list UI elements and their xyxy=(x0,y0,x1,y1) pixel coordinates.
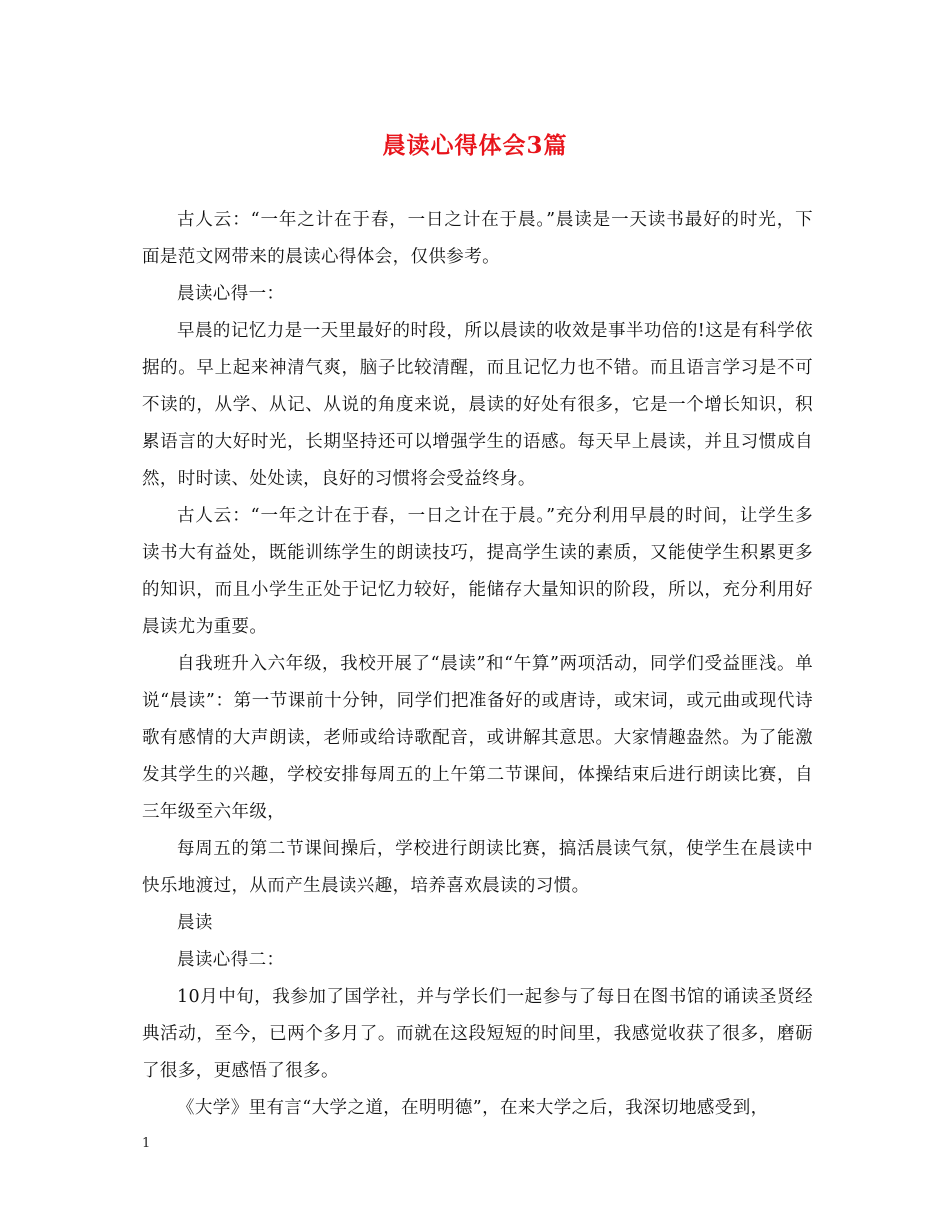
paragraph-class-activities: 自我班升入六年级，我校开展了“晨读”和“午算”两项活动，同学们受益匪浅。单说“晨读”：第一节课前十分钟，同学们把准备好的或唐诗，或宋词，或元曲或现代诗歌有感情的大声朗读，老师或给诗歌配音，或讲解其意思。大家情趣盎然。为了能激发其学生的兴趣，学校安排每周五的上午第二节课间，体操结束后进行朗读比赛，自三年级至六年级， xyxy=(142,654,813,822)
paragraph-daxue-quote: 《大学》里有言“大学之道，在明明德”，在来大学之后，我深切地感受到， xyxy=(177,1098,769,1118)
document-body xyxy=(142,202,813,1127)
paragraph-ancient-saying: 古人云：“一年之计在于春，一日之计在于晨。”充分利用早晨的时间，让学生多读书大有益处，既能训练学生的朗读技巧，提高学生读的素质，又能使学生积累更多的知识，而且小学生正处于记忆力较好，能储存大量知识的阶段，所以，充分利用好晨读尤为重要。 xyxy=(142,506,813,637)
paragraph-morning-memory: 早晨的记忆力是一天里最好的时段，所以晨读的收效是事半功倍的!这是有科学依据的。早上起来神清气爽，脑子比较清醒，而且记忆力也不错。而且语言学习是不可不读的，从学、从记、从说的角度来说，晨读的好处有很多，它是一个增长知识，积累语言的大好时光，长期坚持还可以增强学生的语感。每天早上晨读，并且习惯成自然，时时读、处处读，良好的习惯将会受益终身。 xyxy=(142,321,813,489)
page-number: 1 xyxy=(142,1136,151,1151)
paragraph-short-heading: 晨读 xyxy=(177,913,213,933)
paragraph-intro: 古人云：“一年之计在于春，一日之计在于晨。”晨读是一天读书最好的时光，下面是范文网带来的晨读心得体会，仅供参考。 xyxy=(142,210,813,267)
paragraph-guoxue-club: 10月中旬，我参加了国学社，并与学长们一起参与了每日在图书馆的诵读圣贤经典活动，至今，已两个多月了。而就在这段短短的时间里，我感觉收获了很多，磨砺了很多，更感悟了很多。 xyxy=(142,987,813,1081)
paragraph-reading-contest: 每周五的第二节课间操后，学校进行朗读比赛，搞活晨读气氛，使学生在晨读中快乐地渡过，从而产生晨读兴趣，培养喜欢晨读的习惯。 xyxy=(142,839,813,896)
document-title: 晨读心得体会3篇 xyxy=(382,132,568,159)
section-heading-two: 晨读心得二： xyxy=(177,950,285,970)
section-heading-one: 晨读心得一： xyxy=(177,284,285,304)
